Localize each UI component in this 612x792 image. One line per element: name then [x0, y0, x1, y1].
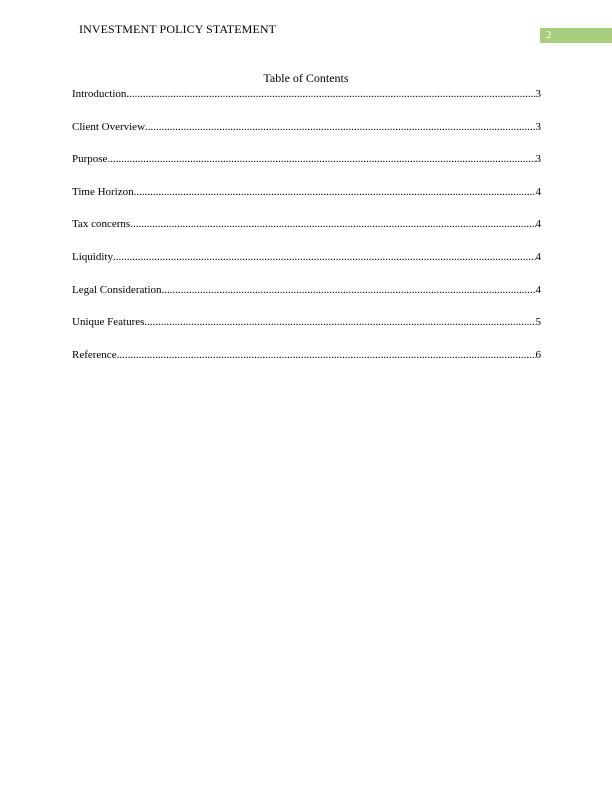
toc-entry-client-overview[interactable]	[72, 120, 541, 153]
toc-entry-liquidity[interactable]	[72, 250, 541, 283]
toc-entry-unique-features[interactable]	[72, 315, 541, 348]
toc-entry-page: 3	[535, 120, 541, 133]
toc-dot-leader	[134, 185, 536, 199]
toc-entry-introduction[interactable]	[72, 87, 541, 120]
toc-entry-label: Reference	[72, 348, 117, 361]
toc-entry-label: Legal Consideration	[72, 283, 162, 296]
toc-entry-label: Tax concerns	[72, 218, 131, 231]
toc-entry-label: Purpose	[72, 153, 108, 166]
toc-entry-page: 4	[535, 218, 541, 231]
toc-entry-label: Introduction	[72, 88, 127, 100]
toc-dot-leader	[113, 250, 536, 264]
toc-entry-purpose[interactable]	[72, 152, 541, 185]
toc-entry-page: 4	[535, 185, 541, 198]
toc-list	[72, 87, 541, 380]
toc-title: Table of Contents	[263, 71, 349, 85]
toc-entry-page: 6	[535, 348, 541, 361]
toc-entry-page: 5	[535, 316, 541, 329]
toc-entry-page: 3	[535, 153, 541, 166]
toc-dot-leader	[145, 120, 535, 134]
running-head: INVESTMENT POLICY STATEMENT	[79, 22, 277, 36]
toc-entry-label: Time Horizon	[72, 185, 134, 198]
toc-dot-leader	[107, 152, 535, 166]
toc-entry-tax-concerns[interactable]	[72, 217, 541, 250]
toc-entry-page: 3	[535, 88, 541, 100]
toc-entry-time-horizon[interactable]	[72, 185, 541, 218]
toc-dot-leader	[126, 87, 535, 101]
page-number: 2	[540, 28, 612, 43]
toc-dot-leader	[162, 283, 536, 297]
toc-entry-label: Client Overview	[72, 120, 146, 133]
toc-dot-leader	[130, 217, 535, 231]
toc-entry-label: Liquidity	[72, 250, 113, 263]
toc-entry-reference[interactable]	[72, 348, 541, 381]
toc-entry-page: 4	[535, 250, 541, 263]
toc-entry-page: 4	[535, 283, 541, 296]
toc-dot-leader	[144, 315, 535, 329]
toc-entry-label: Unique Features	[72, 316, 145, 329]
toc-entry-legal-consideration[interactable]	[72, 283, 541, 316]
toc-dot-leader	[117, 348, 536, 362]
